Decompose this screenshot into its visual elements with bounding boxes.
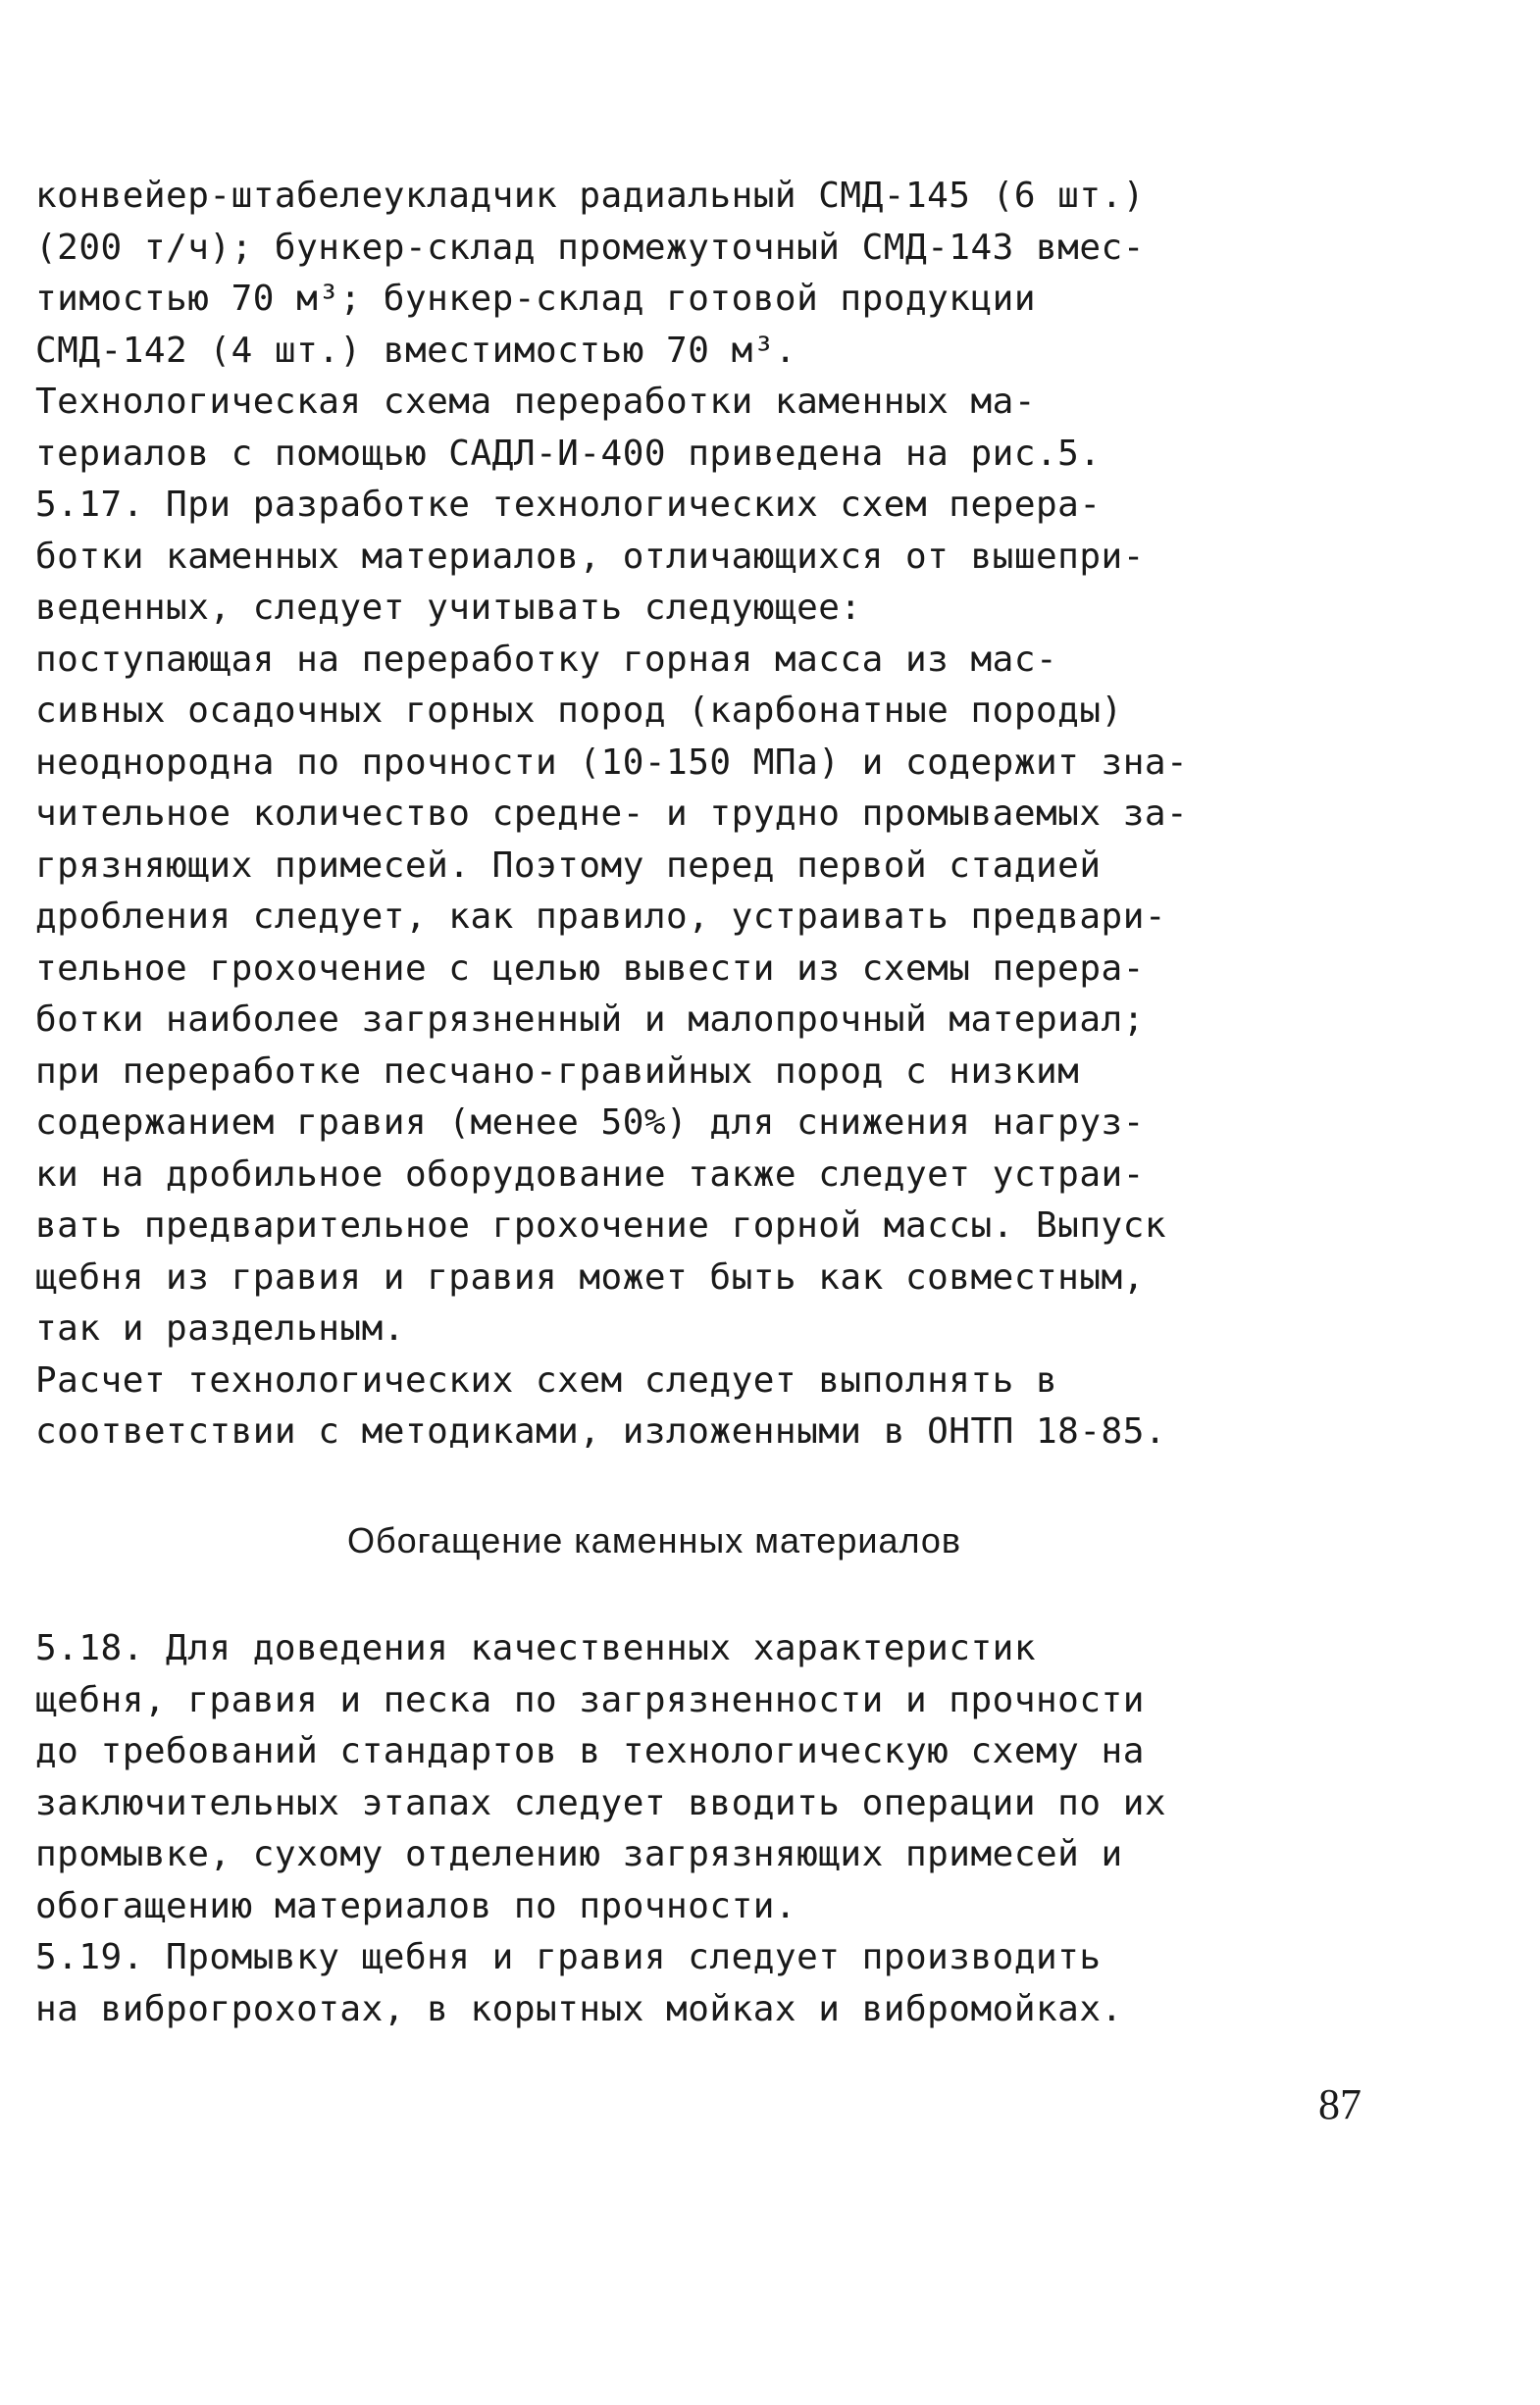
text-line: 5.19. Промывку щебня и гравия следует производить	[35, 1937, 1102, 1977]
text-line: щебня из гравия и гравия может быть как совместным,	[35, 1256, 1145, 1298]
text-line: так и раздельным.	[35, 1308, 405, 1349]
text-line: 5.17. При разработке технологических схем перера-	[35, 485, 1102, 525]
text-line: сивных осадочных горных пород (карбонатные породы)	[35, 691, 1123, 731]
text-line: 5.18. Для доведения качественных характеристик	[35, 1628, 1036, 1668]
text-line: териалов с помощью САДЛ-И-400 приведена на рис.5.	[35, 433, 1102, 474]
text-line: ботки каменных материалов, отличающихся от вышепри-	[35, 536, 1145, 577]
spacer	[35, 1458, 1379, 1515]
section-heading: Обогащение каменных материалов	[347, 1519, 962, 1561]
text-line: поступающая на переработку горная масса из мас-	[35, 639, 1058, 680]
text-line: неоднородна по прочности (10-150 МПа) и содержит зна-	[35, 742, 1189, 783]
text-line: щебня, гравия и песка по загрязненности и прочности	[35, 1679, 1145, 1720]
text-line: соответствии с методиками, изложенными в ОНТП 18-85.	[35, 1411, 1167, 1452]
text-line: вать предварительное грохочение горной массы. Выпуск	[35, 1205, 1167, 1246]
text-line: на виброгрохотах, в корытных мойках и вибромойках.	[35, 1988, 1123, 2029]
text-line: чительное количество средне- и трудно промываемых за-	[35, 793, 1189, 834]
text-line: промывке, сухому отделению загрязняющих примесей и	[35, 1834, 1123, 1874]
spacer	[35, 1566, 1379, 1623]
text-line: СМД-142 (4 шт.) вместимостью 70 м³.	[35, 330, 797, 371]
body-text	[35, 171, 1379, 2035]
text-line: тимостью 70 м³; бункер-склад готовой продукции	[35, 279, 1036, 319]
text-line: Расчет технологических схем следует выполнять в	[35, 1359, 1058, 1401]
text-line: ки на дробильное оборудование также следует устраи-	[35, 1153, 1145, 1195]
text-line: заключительных этапах следует вводить операции по их	[35, 1782, 1167, 1823]
text-line: Технологическая схема переработки каменных ма-	[35, 382, 1036, 422]
text-line: (200 т/ч); бункер-склад промежуточный СМД-143 вмес-	[35, 227, 1145, 268]
text-line: обогащению материалов по прочности.	[35, 1885, 797, 1926]
text-line: до требований стандартов в технологическую схему на	[35, 1731, 1145, 1771]
text-line: дробления следует, как правило, устраивать предвари-	[35, 896, 1167, 937]
page-number: 87	[1318, 2080, 1361, 2128]
text-line: тельное грохочение с целью вывести из схемы перера-	[35, 947, 1145, 989]
text-line: при переработке песчано-гравийных пород с низким	[35, 1050, 1080, 1092]
text-line: грязняющих примесей. Поэтому перед первой стадией	[35, 844, 1102, 886]
text-line: веденных, следует учитывать следующее:	[35, 588, 862, 628]
text-line: содержанием гравия (менее 50%) для снижения нагруз-	[35, 1102, 1145, 1143]
text-line: конвейер-штабелеукладчик радиальный СМД-145 (6 шт.)	[35, 176, 1145, 216]
text-line: ботки наиболее загрязненный и малопрочный материал;	[35, 999, 1145, 1040]
